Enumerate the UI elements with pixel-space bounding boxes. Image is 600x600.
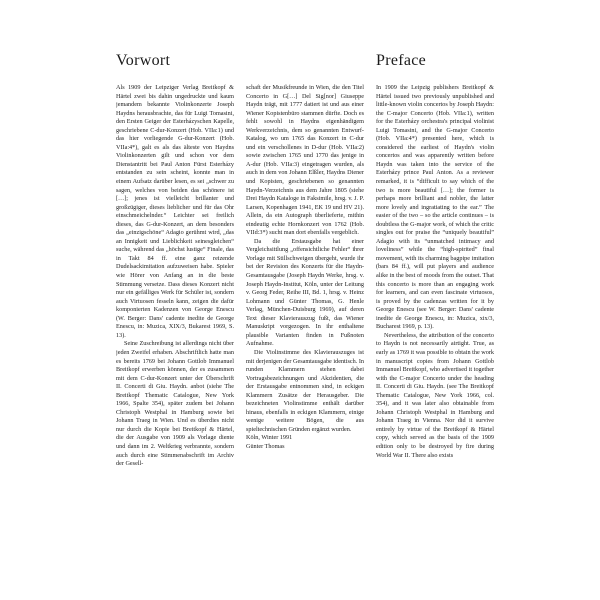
preface-heading: Preface [376,52,427,69]
german-paragraph-1: Als 1909 der Leipziger Verlag Breitkopf & Härtel zwei bis dahin ungedruckte und kaum jemandem bekannte Violinkonzerte Joseph Haydns herausbrachte, das für Luigi Tomasini, den Ersten Geiger der Esterházyschen Kapelle, geschriebene C-dur-Konzert (Hob. VIIa:1) und das hier vorliegende G-dur-Konzert (Hob. VIIa:4*), galt es als das älteste von Haydns Violinkonzerten gilt und schon vor dem Dienstantritt bei Paul Anton Fürst Esterházy entstanden zu sein scheint, konnte man in einem Aufsatz darüber lesen, es sei „schwer zu sagen, welches von beiden das schönere ist […]; jenes ist vielleicht brillanter und großzügiger, dieses lieblicher und für das Ohr einschmeichelnder.“ Leichter sei freilich dieses, das G-dur-Konzert, an dem besonders das „einzigschöne“ Adagio gerühmt wird, „das an Innigkeit und Lieblichkeit seinesgleichen“ suche, während das „höchst lustige“ Finale, das in Takt 84 ff. eine ganz reizende Dudelsackimitation aufzuweisen habe. Spieler wie Hörer von Anfang an in die beste Stimmung versetze. Dass dieses Konzert nicht nur ein gefälliges Werk für Schüler ist, sondern auch Virtuosen fesseln kann, zeigen die dafür komponierten Kadenzen von George Enescu (W. Berger: Dans' cadente inedite de George Enescu, in: Muzica, XIX/3, Bukarest 1969, S. 13). [116,84,234,339]
german-place-date: Köln, Winter 1991 [246,434,293,442]
german-author: Günter Thomas [246,442,285,450]
vorwort-heading: Vorwort [116,52,171,69]
german-paragraph-3: schaft der Musikfreunde in Wien, die den Titel Concerto in G[…] Del Sig[nor] Giuseppe Haydn trägt, mit 1777 datiert ist und aus einer Wiener Kopistenbüro stammen dürfte. Doch es fehlt sowohl in Haydns eigenhändigem Werkverzeichnis, dem so genannten Entwurf-Katalog, wo um 1765 das Konzert in C-dur und ein verschollenes in D-dur (Hob. VIIa:2) sowie zwischen 1765 und 1770 das jenige in A-dur (Hob. VIIa:3) eingetragen wurden, als auch in dem von Johann Elßler, Haydns Diener und Kopisten, geschriebenen so genannten Haydn-Verzeichnis aus dem Jahre 1805 (siehe Drei Haydn Kataloge in Faksimile, hrsg. v. J. P. Larsen, Kopenhagen 1941, EK 19 und HV 21). Allein, da ein Autograph überlieferte, mithin eindeutig echte Hornkonzert von 1762 (Hob. VIId:3*) sucht man dort ebenfalls vergeblich. [246,84,364,237]
german-column-2 [246,84,364,592]
german-paragraph-4: Da die Erstausgabe hat einer Vergleichsittlung „offensichtliche Fehler“ ihrer Vorlage mit Stillschweigen übergeht, wurde ihr bei der Revision des Konzerts für die Haydn-Gesamtausgabe (Joseph Haydn Werke, hrsg. v. Joseph Haydn-Institut, Köln, unter der Leitung v. Georg Feder, Reihe III, Bd. 1, hrsg. v. Heinz Lohmann und Günter Thomas, G. Henle Verlag, München-Duisburg 1969), auf deren Text dieser Klavierauszug fußt, das Wiener Manuskript vorgezogen. In ihr enthaltene plausible Varianten finden in Fußnoten Aufnahme. [246,237,364,348]
german-paragraph-5: Die Violinstimme des Klavierauszuges ist mit derjenigen der Gesamtausgabe identisch. In runden Klammern stehen dabei Vortragsbezeichnungen und Akzidentien, die der Erstausgabe entnommen sind, in eckigen Klammern Zusätze der Herausgeber. Die bezeichneten Violinstimme enthält darüber hinaus, ebenfalls in eckigen Klammern, einige wenige weitere Bögen, die aus spieltechnischen Gründen ergänzt wurden. [246,348,364,433]
german-column-1 [116,84,234,592]
english-column [376,84,494,592]
german-paragraph-2: Seine Zuschreibung ist allerdings nicht über jeden Zweifel erhaben. Abschriftlich hatte man es bereits 1769 bei Johann Gottlob Immanuel Breitkopf erwerben können, der es zusammen mit dem C-dur-Konzert unter der Überschrift II. Concerti di Giu. Haydn. anbot (siehe The Breitkopf Thematic Catalogue, New York 1966, Spalte 354), später zudem bei Johann Christoph Westphal in Hamburg sowie bei Johann Traeg in Wien. Und es überdies nicht nur durch die Kopie bei Breitkopf & Härtel, die der Ausgabe von 1909 als Vorlage diente und dann im 2. Weltkrieg verbrannte, sondern auch durch eine Stimmenabschrift im Archiv der Gesell- [116,340,234,468]
english-paragraph-1: In 1909 the Leipzig publishers Breitkopf & Härtel issued two previously unpublished and little-known violin concertos by Joseph Haydn: the C-major Concerto (Hob. VIIa:1), written for the Esterházy orchestra's principal violinist Luigi Tomasini, and the G-major Concerto (Hob. VIIa:4*) presented here, which is considered the earliest of Haydn's violin concertos and was apparently written before Haydn was taken into the service of the Esterházy prince Paul Anton. As a reviewer remarked, it is “difficult to say which of the two is more beautiful […]; the former is perhaps more brilliant and nobler, the latter more lovely and ingratiating to the ear.” The easier of the two – so the article continues – is doubtless the G-major work, of which the critic singles out for praise the “uniquely beautiful” Adagio with its “unmatched intimacy and loveliness” while the “high-spirited” final movement, with its charming bagpipe imitation (bars 84 ff.), will put players and audience alike in the best of moods from the outset. That this concerto is more than an engaging work for learners, and can even fascinate virtuosos, is proved by the cadenzas written for it by George Enescu (see W. Berger: Dans' cadente inedite de George Enescu, in: Muzica, xix/3, Bucharest 1969, p. 13). [376,84,494,331]
english-paragraph-2: Nevertheless, the attribution of the concerto to Haydn is not necessarily airtight. True, as early as 1769 it was possible to obtain the work in manuscript copies from Johann Gottlob Immanuel Breitkopf, who advertised it together with the C-major Concerto under the heading II. Concerti di Giu. Haydn. (see The Breitkopf Thematic Catalogue, New York 1966, col. 354), and it was later also obtainable from Johann Christoph Westphal in Hamburg and Johann Traeg in Vienna. Nor did it survive entirely by virtue of the Breitkopf & Härtel copy, which served as the basis of the 1909 edition only to be destroyed by fire during World War II. There also exists [376,331,494,459]
